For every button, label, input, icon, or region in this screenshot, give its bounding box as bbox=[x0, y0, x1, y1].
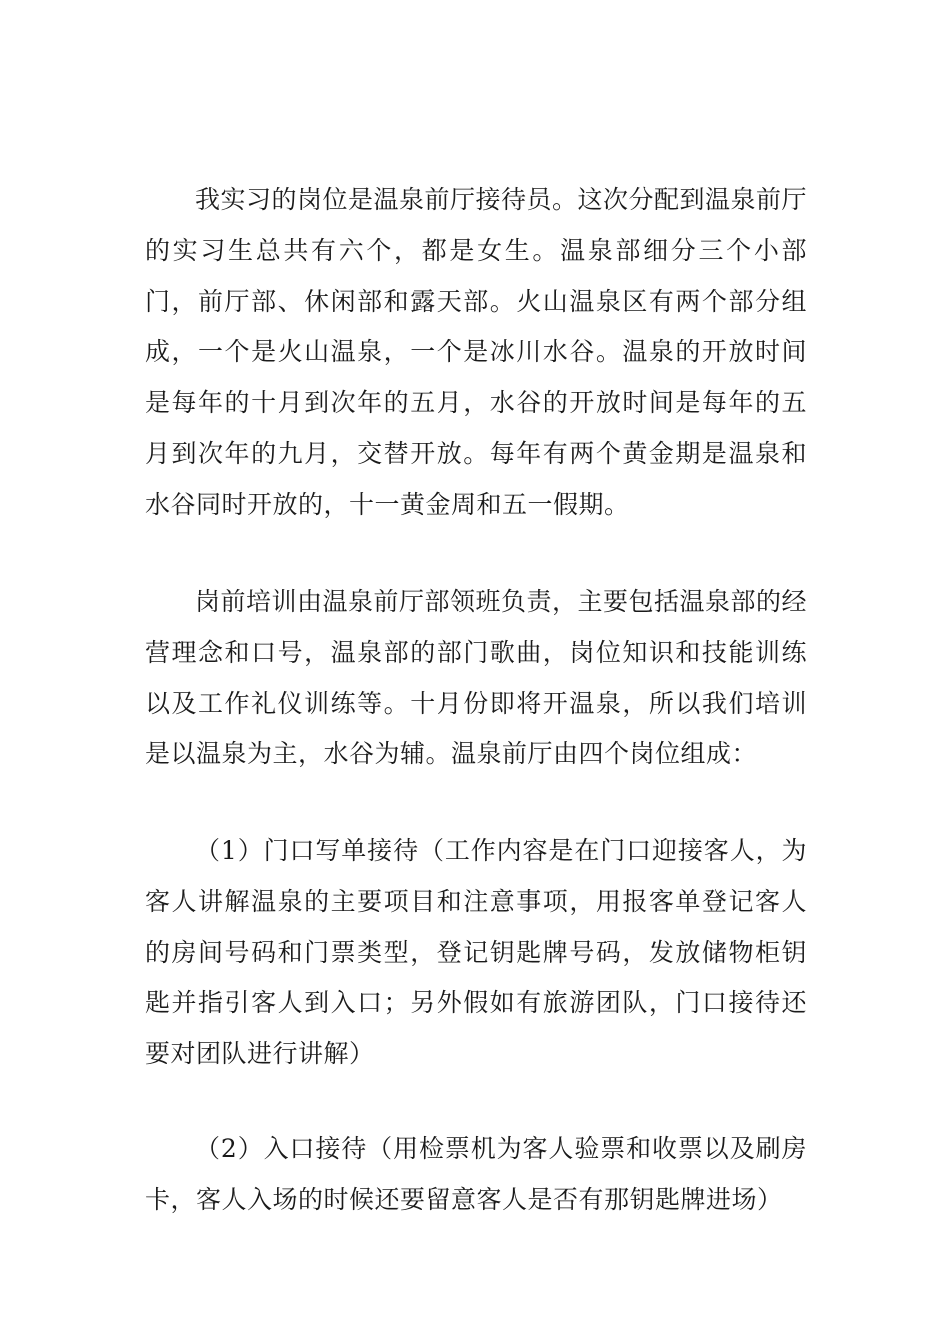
paragraph-internship-position: 我实习的岗位是温泉前厅接待员。这次分配到温泉前厅的实习生总共有六个，都是女生。温泉部细分三个小部门，前厅部、休闲部和露天部。火山温泉区有两个部分组成，一个是火山温泉，一个是冰川水谷。温泉的开放时间是每年的十月到次年的五月，水谷的开放时间是每年的五月到次年的九月，交替开放。每年有两个黄金期是温泉和水谷同时开放的，十一黄金周和五一假期。 bbox=[145, 185, 808, 519]
paragraph-entrance-reception: （2）入口接待（用检票机为客人验票和收票以及刷房卡，客人入场的时候还要留意客人是否有那钥匙牌进场） bbox=[145, 1134, 807, 1214]
paragraph-pre-job-training: 岗前培训由温泉前厅部领班负责，主要包括温泉部的经营理念和口号，温泉部的部门歌曲，岗位知识和技能训练以及工作礼仪训练等。十月份即将开温泉，所以我们培训是以温泉为主，水谷为辅。温泉前厅由四个岗位组成： bbox=[145, 587, 808, 769]
paragraph-door-reception: （1）门口写单接待（工作内容是在门口迎接客人，为客人讲解温泉的主要项目和注意事项，用报客单登记客人的房间号码和门票类型，登记钥匙牌号码，发放储物柜钥匙并指引客人到入口；另外假如有旅游团队，门口接待还要对团队进行讲解） bbox=[145, 836, 807, 1069]
